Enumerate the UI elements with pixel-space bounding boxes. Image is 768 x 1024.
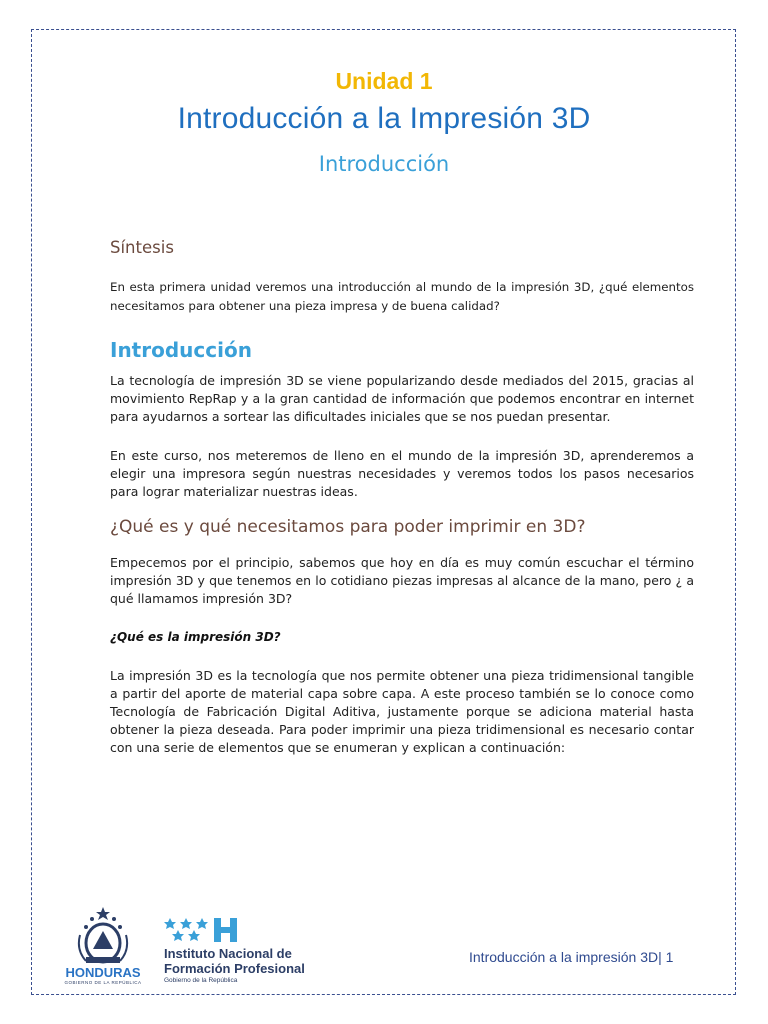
synthesis-paragraph: En esta primera unidad veremos una introducción al mundo de la impresión 3D, ¿qué elementos necesitamos para obtener una pieza impresa y de buena calidad? [110,280,694,313]
page-subtitle: Introducción [318,152,450,176]
infop-name-line-2: Formación Profesional [164,961,305,976]
intro-paragraph-2: En este curso, nos meteremos de lleno en el mundo de la impresión 3D, aprenderemos a elegir una impresora según nuestras necesidades y veremos todos los pasos necesarios para lograr materializar nuestras ideas. [110,448,694,499]
honduras-wordmark: HONDURAS [65,965,141,980]
footer-page-label: Introducción a la impresión 3D| 1 [469,949,674,965]
what-heading: ¿Qué es y qué necesitamos para poder imprimir en 3D? [110,517,586,537]
infop-name-line-1: Instituto Nacional de [164,946,292,961]
intro-paragraph-1: La tecnología de impresión 3D se viene popularizando desde mediados del 2015, gracias al movimiento RepRap y a la gran cantidad de información que podemos encontrar en internet para ayudarnos a sortear las dificultades iniciales que se nos puedan presentar. [110,373,694,424]
what-paragraph-2: La impresión 3D es la tecnología que nos permite obtener una pieza tridimensional tangible a partir del aporte de material capa sobre capa. A este proceso también se lo conoce como Tecnología de Fabricación Digital Aditiva, justamente porque se adiciona material hasta obtener la pieza deseada. Para poder imprimir una pieza tridimensional es necesario contar con una serie de elementos que se enumeran y explican a continuación: [110,668,694,755]
synthesis-heading: Síntesis [110,238,174,257]
page-title: Introducción a la Impresión 3D [177,102,591,135]
intro-heading: Introducción [110,338,252,362]
honduras-subtitle: GOBIERNO DE LA REPÚBLICA [64,980,142,985]
what-paragraph-1: Empecemos por el principio, sabemos que hoy en día es muy común escuchar el término impresión 3D y que tenemos en lo cotidiano piezas impresas al alcance de la mano, pero ¿ a qué llamamos impresión 3D? [110,555,694,606]
what-is-3d-subheading: ¿Qué es la impresión 3D? [110,630,281,644]
unit-label: Unidad 1 [335,68,433,94]
infop-name [164,946,305,976]
infop-government: Gobierno de la República [164,977,238,984]
